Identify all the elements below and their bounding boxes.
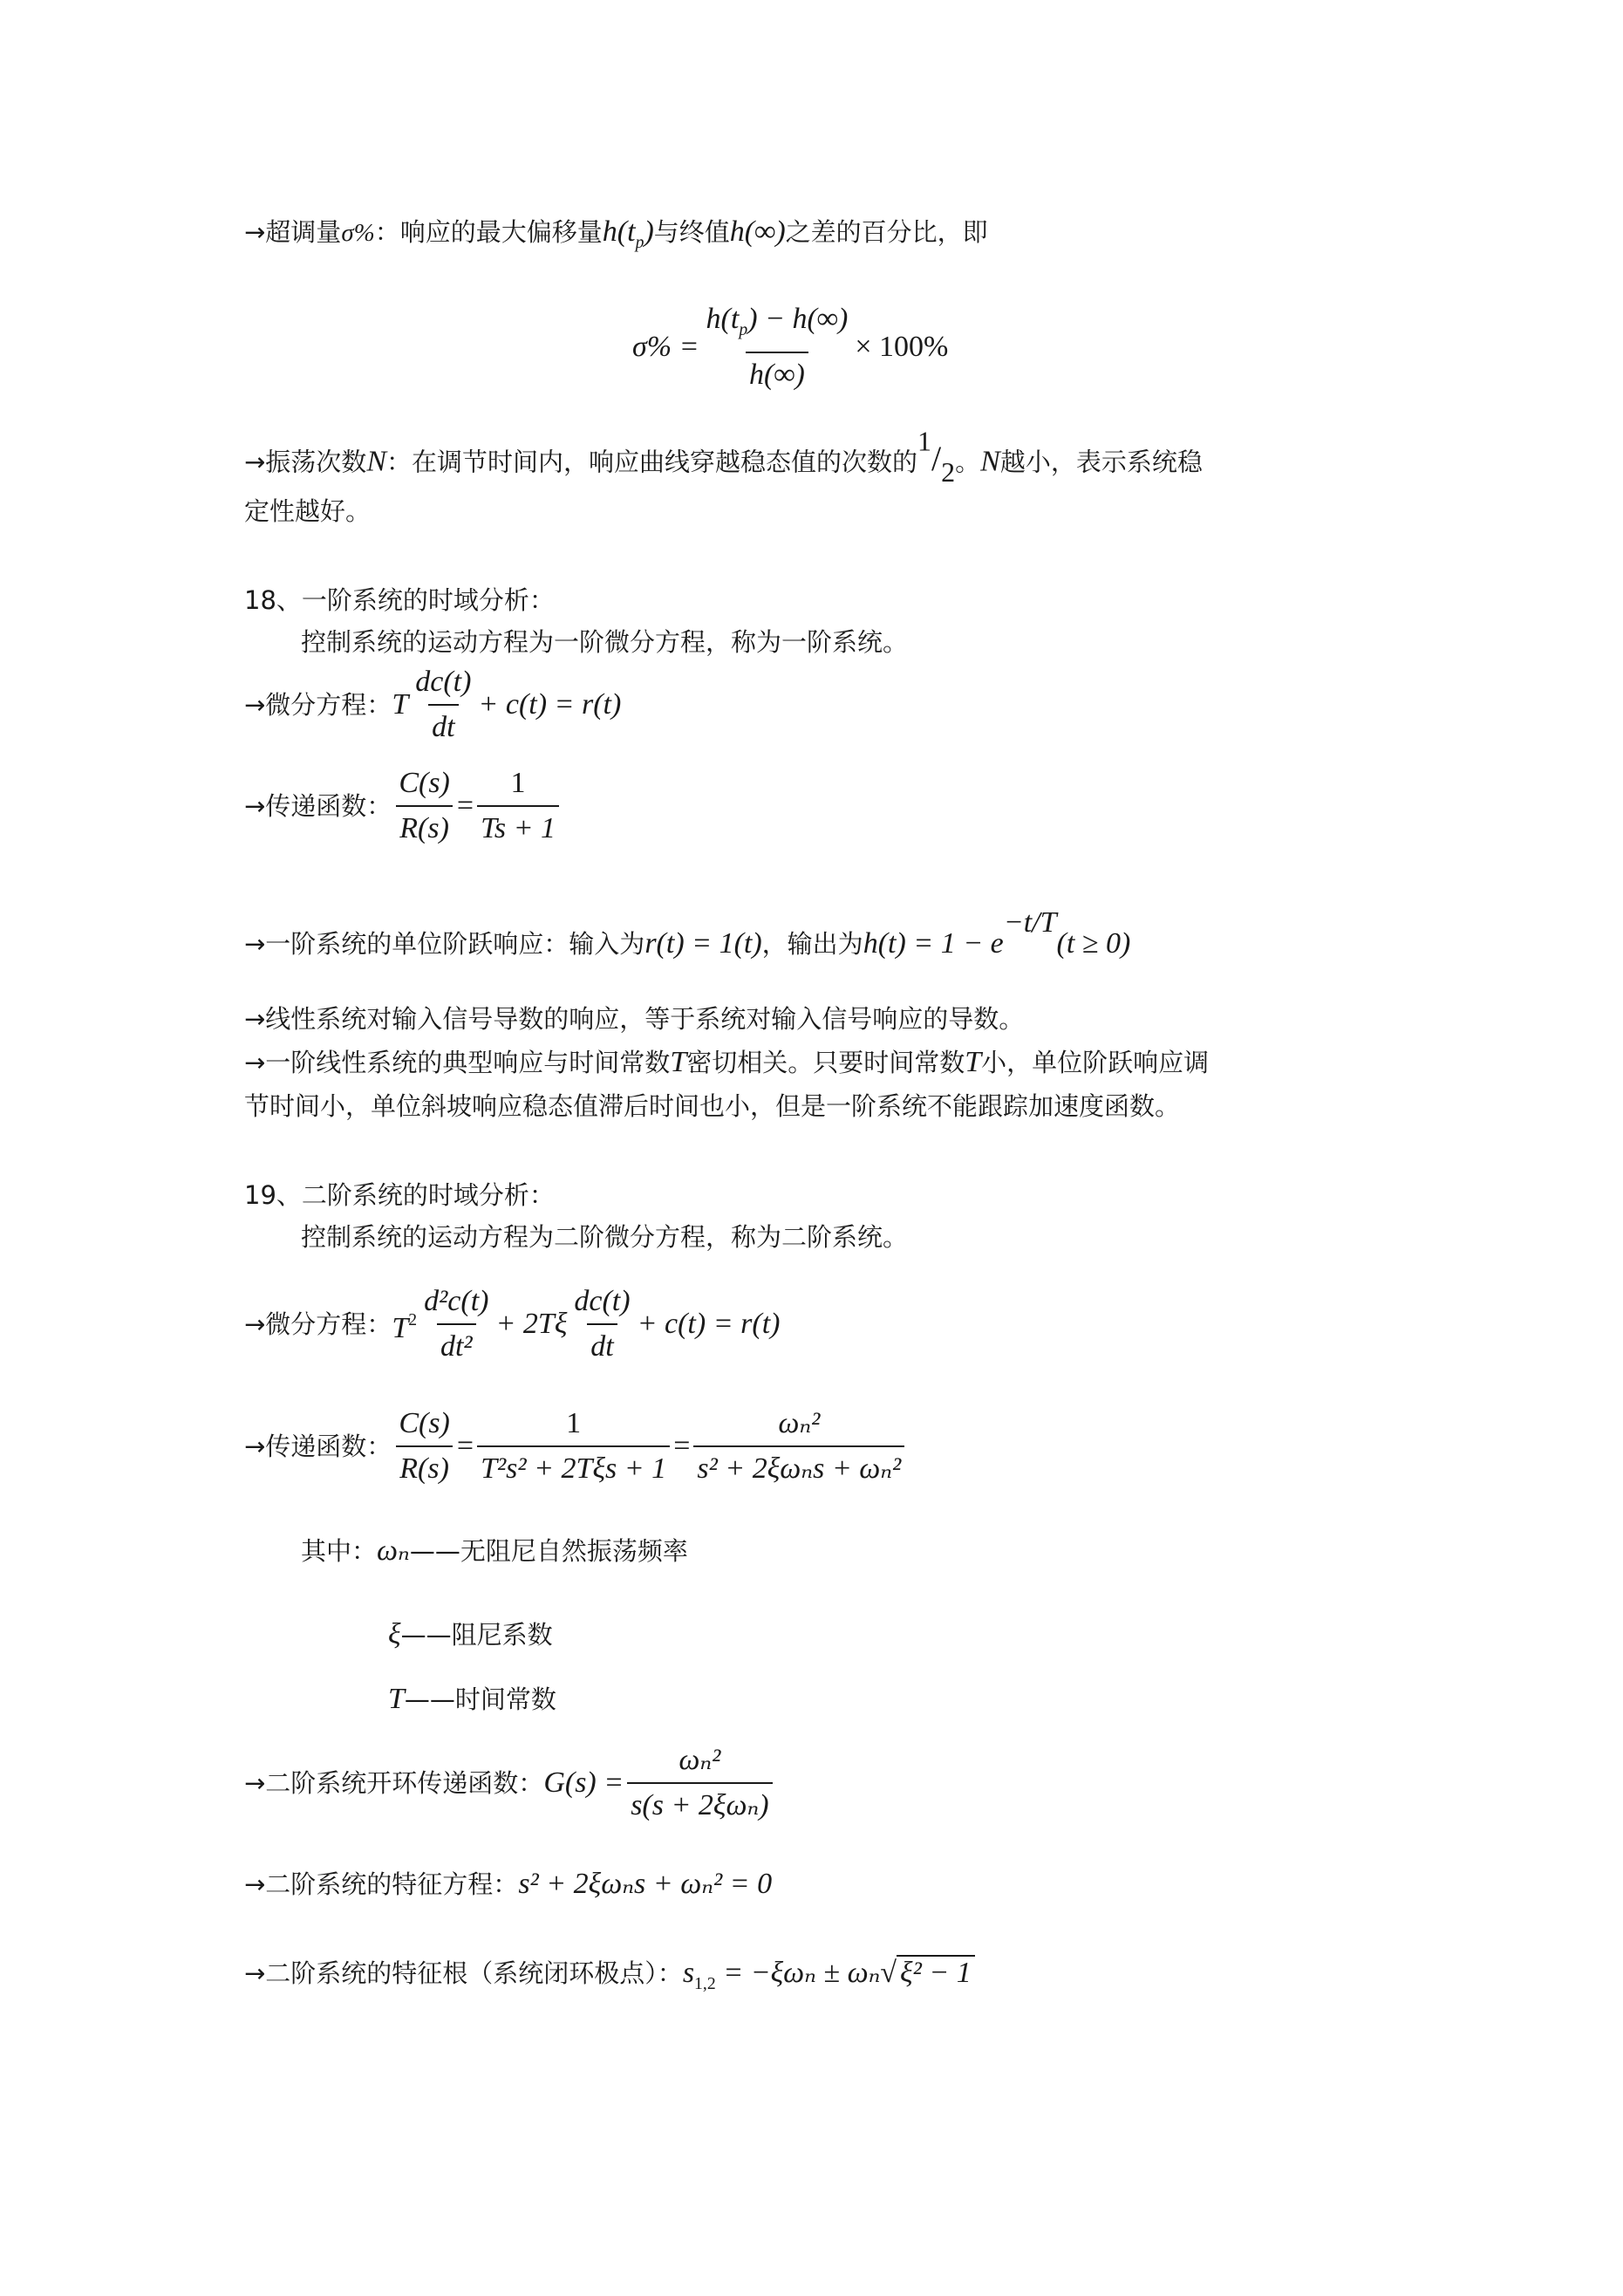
osc-text-e: 定性越好。 [244, 496, 372, 526]
s19-characteristic-roots [244, 1954, 975, 2003]
overshoot-symbol: σ% [341, 219, 375, 247]
s18-de-label: →微分方程： [244, 690, 392, 720]
osc-symbol-2: N [980, 445, 1000, 478]
s19-where-wn [301, 1532, 688, 1570]
s19-tf-mnum: 1 [566, 1407, 582, 1439]
s19-ol-den: s(s + 2ξωₙ) [627, 1782, 772, 1825]
num-b: ) − h(∞) [747, 303, 849, 335]
s19-differential-equation [244, 1282, 780, 1366]
s19-tf-label: →传递函数： [244, 1432, 392, 1461]
s18-differential-equation [244, 663, 621, 747]
s19-cr-mid: = −ξωₙ ± ωₙ [715, 1957, 881, 1989]
s19-tf-mid [477, 1404, 670, 1488]
s19-de-den1: dt² [437, 1323, 476, 1366]
s19-tf-right [693, 1404, 904, 1488]
s18-de-fraction [412, 663, 474, 747]
s18-de-den: dt [428, 704, 458, 747]
s19-de-T: T [392, 1311, 409, 1344]
s18-line2-T: T [670, 1046, 687, 1078]
s19-where-xi [388, 1616, 553, 1654]
s18-step-a: →一阶系统的单位阶跃响应：输入为 [244, 928, 645, 959]
s18-step-exp: −t/T [1003, 906, 1057, 939]
s19-transfer-function [244, 1404, 908, 1488]
s19-de-sq: 2 [408, 1310, 418, 1330]
s19-de-den2: dt [587, 1323, 617, 1366]
s18-step-c: (t ≥ 0) [1056, 926, 1131, 960]
s19-de-num2: dc(t) [574, 1285, 631, 1317]
s18-line2-T2: T [965, 1046, 982, 1078]
hp-term-sub: p [635, 232, 644, 252]
s19-wn-sym: ωₙ [377, 1534, 410, 1567]
half-num: 1 [917, 426, 932, 457]
s19-ol-lhs: G(s) = [543, 1766, 624, 1799]
s18-tf-left [395, 764, 453, 848]
s18-tf-num: C(s) [399, 767, 450, 799]
s19-ce-label: →二阶系统的特征方程： [244, 1869, 519, 1899]
sqrt-icon: √ [880, 1957, 897, 1989]
s19-cr-label: →二阶系统的特征根（系统闭环极点）： [244, 1958, 683, 1988]
s19-characteristic-equation [244, 1865, 772, 1903]
s18-tf-den: R(s) [396, 805, 453, 848]
half-fraction: $^1/_2$ [917, 426, 956, 489]
overshoot-definition [244, 213, 988, 262]
half-den: 2 [941, 456, 956, 489]
s18-transfer-function [244, 764, 563, 848]
formula-lhs: σ% = [632, 330, 699, 363]
osc-text-c: 。 [955, 447, 981, 477]
s19-de-num1: d²c(t) [424, 1285, 489, 1317]
s18-line-3 [244, 1087, 1180, 1125]
s18-line-1 [244, 1000, 1024, 1038]
s19-tf-num: C(s) [399, 1407, 450, 1439]
hp-term [602, 215, 654, 252]
s18-line1-text: →线性系统对输入信号导数的响应，等于系统对输入信号响应的导数。 [244, 1004, 1025, 1034]
s18-step-response [244, 904, 1130, 963]
s19-tf-rden: s² + 2ξωₙs + ωₙ² [693, 1445, 904, 1488]
formula-rhs: × 100% [855, 330, 949, 363]
osc-text-d: 越小，表示系统稳 [999, 447, 1203, 477]
num-sub: p [739, 319, 748, 339]
s18-de-num: dc(t) [415, 666, 472, 698]
s19-de-label: →微分方程： [244, 1309, 392, 1339]
s19-open-loop-tf [244, 1741, 776, 1825]
s19-de-fraction-2 [570, 1282, 633, 1366]
overshoot-text-b: ：响应的最大偏移量 [374, 217, 603, 247]
s19-xi-sym: ξ [388, 1618, 401, 1650]
s19-where-T [388, 1680, 556, 1719]
s19-tf-rnum: ωₙ² [778, 1407, 821, 1439]
s19-where-label: 其中： [301, 1536, 378, 1566]
osc-symbol: N [366, 445, 386, 478]
s19-T-sym: T [388, 1683, 405, 1715]
s19-cr-expr [682, 1957, 975, 1993]
section-19-intro [301, 1218, 908, 1256]
s18-de-rest: + c(t) = r(t) [478, 688, 622, 721]
s19-de-rest: + c(t) = r(t) [637, 1308, 781, 1340]
overshoot-numerator [703, 300, 852, 352]
s18-intro-text: 控制系统的运动方程为一阶微分方程，称为一阶系统。 [301, 627, 909, 657]
overshoot-denominator: h(∞) [746, 352, 808, 394]
s19-ce-eq: s² + 2ξωₙs + ωₙ² = 0 [518, 1868, 773, 1900]
s19-de-T2 [392, 1301, 417, 1348]
s18-step-b: ，输出为 [761, 928, 863, 959]
s19-wn-desc: ——无阻尼自然振荡频率 [409, 1536, 688, 1566]
overshoot-formula [632, 300, 948, 394]
s19-de-mid: + 2Tξ [495, 1308, 568, 1340]
section-18-heading [244, 581, 555, 619]
hinf-term: h(∞) [729, 215, 786, 248]
hp-term-close: ) [644, 215, 654, 248]
s18-line2a: →一阶线性系统的典型响应与时间常数 [244, 1048, 671, 1077]
overshoot-text-c: 与终值 [653, 217, 730, 247]
overshoot-fraction [703, 300, 852, 394]
s18-line2b: 密切相关。只要时间常数 [686, 1048, 965, 1077]
hp-term-a: h(t [602, 215, 636, 248]
overshoot-text-d: 之差的百分比，即 [785, 217, 988, 247]
s18-heading-text: 18、一阶系统的时域分析： [244, 585, 555, 615]
osc-text-b: ：在调节时间内，响应曲线穿越稳态值的次数的 [386, 447, 918, 477]
s19-heading-text: 19、二阶系统的时域分析： [244, 1180, 555, 1210]
s19-ol-fraction [627, 1741, 772, 1825]
s19-cr-sub: 1,2 [694, 1973, 716, 1993]
section-19-heading [244, 1176, 555, 1214]
s19-cr-lhs: s [682, 1957, 695, 1989]
s18-de-T: T [392, 688, 409, 721]
s18-tf-rnum: 1 [510, 767, 526, 799]
s18-line2c: 小，单位阶跃响应调 [981, 1048, 1210, 1077]
s19-tf-eq2: = [673, 1430, 691, 1462]
s19-tf-eq: = [456, 1430, 474, 1462]
s18-tf-rden: Ts + 1 [477, 805, 559, 848]
oscillation-definition [244, 422, 1203, 491]
oscillation-cont [244, 492, 371, 530]
s18-step-r: r(t) = 1(t) [644, 926, 762, 960]
s19-tf-left [395, 1404, 453, 1488]
s18-step-h: h(t) = 1 − e [863, 926, 1004, 960]
osc-label: →振荡次数 [244, 447, 367, 477]
num-a: h(t [706, 303, 740, 335]
s19-ol-label: →二阶系统开环传递函数： [244, 1768, 544, 1798]
overshoot-label: →超调量 [244, 217, 342, 247]
s19-intro-text: 控制系统的运动方程为二阶微分方程，称为二阶系统。 [301, 1222, 909, 1252]
s19-cr-sqrt: ξ² − 1 [897, 1955, 975, 1989]
s18-tf-eq: = [456, 789, 474, 822]
s19-xi-desc: ——阻尼系数 [400, 1620, 553, 1650]
s19-tf-den: R(s) [396, 1445, 453, 1488]
s19-tf-mden: T²s² + 2Tξs + 1 [477, 1445, 670, 1488]
section-18-intro [301, 623, 908, 661]
s18-tf-label: →传递函数： [244, 791, 392, 821]
s19-T-desc: ——时间常数 [404, 1684, 556, 1714]
s19-ol-num: ωₙ² [679, 1744, 721, 1776]
s18-tf-right [477, 764, 559, 848]
s18-line3-text: 节时间小，单位斜坡响应稳态值滞后时间也小，但是一阶系统不能跟踪加速度函数。 [244, 1091, 1181, 1121]
s18-line-2 [244, 1043, 1209, 1082]
s19-de-fraction-1 [420, 1282, 492, 1366]
